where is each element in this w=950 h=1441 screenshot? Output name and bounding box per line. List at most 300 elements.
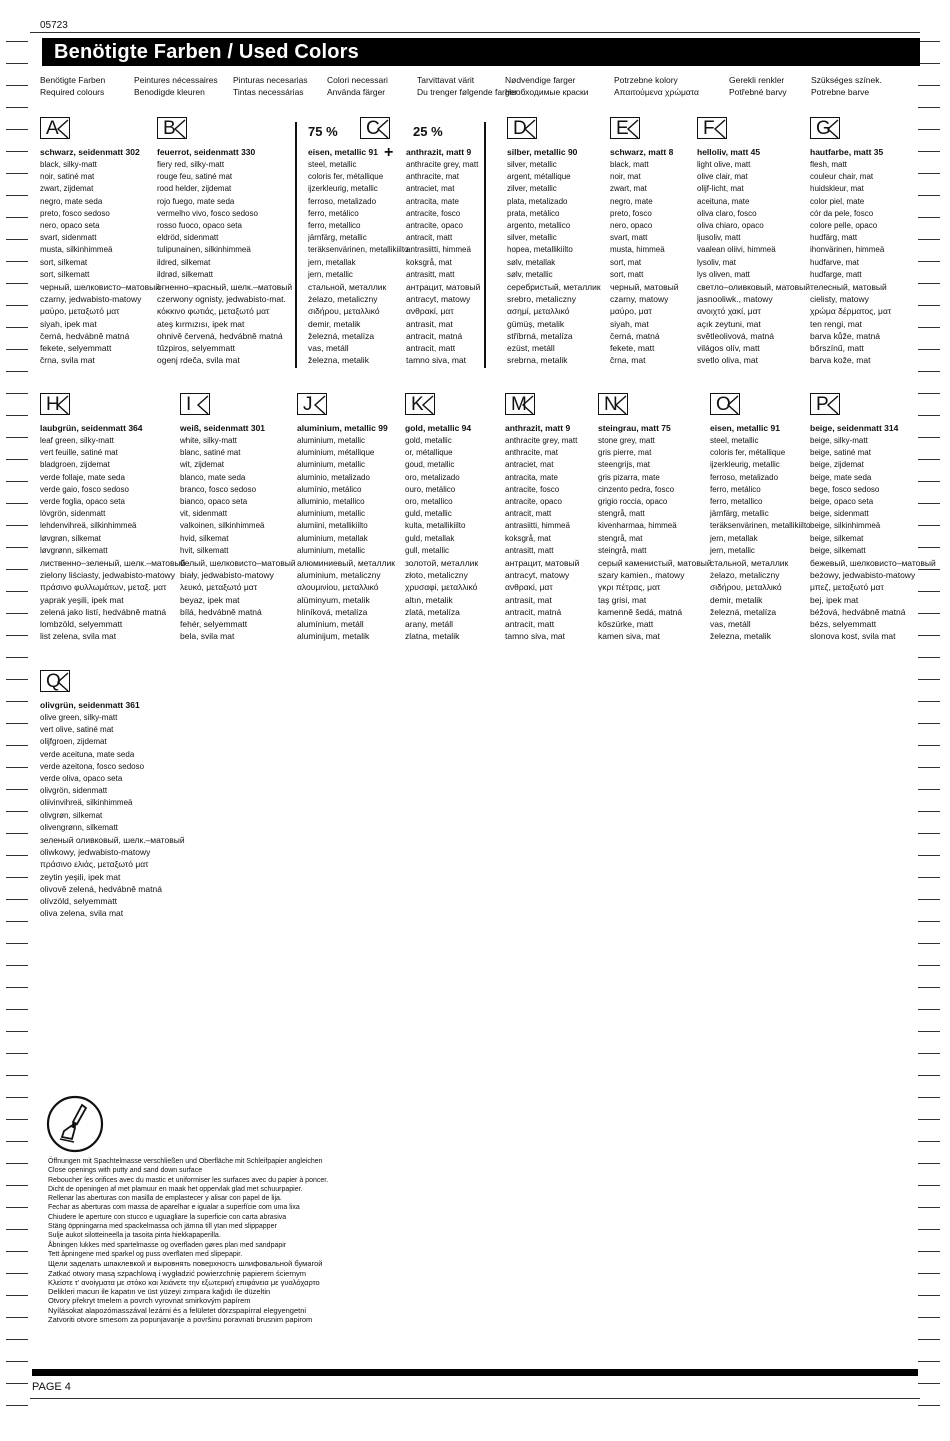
- color-translation: gris pizarra, mate: [598, 472, 660, 482]
- color-reference-box: [157, 117, 187, 139]
- color-translation: verde aceituna, mate seda: [40, 749, 135, 759]
- color-translation: antracyt, matowy: [505, 570, 570, 581]
- color-title: hautfarbe, matt 35: [810, 147, 884, 157]
- margin-tick: [6, 129, 28, 130]
- color-translation: огненно–красный, шелк.–матовый: [157, 282, 293, 293]
- color-letter: O: [716, 394, 731, 415]
- margin-tick: [6, 965, 28, 966]
- color-translation: jasnooliwk., matowy: [697, 294, 773, 305]
- color-translation: aluminium, metallic: [297, 436, 366, 445]
- bottom-rule: [30, 1398, 920, 1399]
- color-translation: vermelho vivo, fosco sedoso: [157, 208, 258, 218]
- margin-tick: [6, 745, 28, 746]
- margin-tick: [6, 195, 28, 196]
- color-letter: B: [163, 118, 176, 139]
- color-translation: olivově zelená, hedvábně matná: [40, 883, 162, 894]
- color-translation: χρυσαφί, μεταλλικό: [405, 582, 478, 593]
- margin-tick: [918, 701, 940, 702]
- language-header-line: Peintures nécessaires: [134, 75, 218, 85]
- margin-tick: [918, 1185, 940, 1186]
- color-translation: alüminyum, metalik: [297, 594, 370, 605]
- color-translation: ogenj rdeča, svila mat: [157, 355, 240, 366]
- color-title: laubgrün, seidenmatt 364: [40, 423, 143, 433]
- color-translation: hudfarge, matt: [810, 269, 862, 279]
- margin-tick: [6, 899, 28, 900]
- color-translation: antracit, matt: [406, 343, 456, 354]
- color-translation: järnfärg, metallic: [710, 509, 769, 519]
- margin-tick: [918, 1317, 940, 1318]
- instruction-line: Nyílásokat alapozómasszával lezárni és a felületet dörzspapírral elegyengetni: [48, 1305, 307, 1315]
- color-translation: zielony liściasty, jedwabisto-matowy: [40, 570, 175, 581]
- color-translation: siyah, ipek mat: [40, 318, 97, 329]
- margin-tick: [918, 261, 940, 262]
- color-translation: stengrå, matt: [598, 509, 645, 519]
- color-reference-box: [598, 393, 628, 415]
- margin-tick: [918, 151, 940, 152]
- color-translation: bőrszínű, matt: [810, 343, 864, 354]
- color-translation: černá, hedvábně matná: [40, 330, 130, 341]
- color-translation: vas, metáll: [308, 343, 349, 354]
- color-translation: barva kůže, matná: [810, 330, 880, 341]
- color-translation: kamen siva, mat: [598, 631, 660, 642]
- margin-tick: [918, 1339, 940, 1340]
- margin-tick: [918, 349, 940, 350]
- color-translation: aluminijum, metalik: [297, 631, 370, 642]
- color-translation: světleolivová, matná: [697, 330, 775, 341]
- color-translation: guld, metallak: [405, 533, 455, 543]
- color-translation: kőszürke, matt: [598, 619, 654, 630]
- color-entry: [406, 145, 480, 366]
- color-translation: beige, sidenmatt: [810, 509, 869, 519]
- margin-tick: [6, 1361, 28, 1362]
- top-rule: [30, 32, 920, 33]
- color-translation: tamno siva, mat: [406, 355, 466, 366]
- color-translation: gris pierre, mat: [598, 448, 652, 458]
- color-entry: [40, 145, 160, 366]
- color-translation: verde follaje, mate seda: [40, 472, 125, 482]
- margin-tick: [6, 173, 28, 174]
- color-translation: antracite, opaco: [406, 221, 463, 231]
- language-header-line: Benodigde kleuren: [134, 87, 205, 97]
- color-translation: antrasiitti, himmeä: [406, 245, 471, 255]
- color-translation: черный, матовый: [610, 282, 679, 293]
- mix-percent-9: 25 %: [413, 124, 443, 139]
- margin-tick: [918, 195, 940, 196]
- left-margin-ticks: [6, 0, 28, 1441]
- color-translation: arany, metáll: [405, 619, 454, 630]
- margin-tick: [6, 525, 28, 526]
- margin-tick: [6, 1075, 28, 1076]
- color-entry: [40, 698, 185, 919]
- color-translation: železná, metalíza: [710, 606, 777, 617]
- color-entry: [40, 421, 185, 642]
- color-translation: μπεζ, μεταξωτό ματ: [810, 582, 884, 593]
- color-translation: svetlo oliva, mat: [697, 355, 758, 366]
- color-translation: huidskleur, mat: [810, 184, 864, 194]
- color-translation: antraciet, mat: [406, 184, 455, 194]
- margin-tick: [918, 657, 940, 658]
- color-title: schwarz, matt 8: [610, 147, 674, 157]
- color-translation: лиственно–зеленый, шелк.–матовый: [40, 558, 186, 569]
- color-translation: järnfärg, metallic: [308, 233, 367, 243]
- margin-tick: [6, 877, 28, 878]
- color-translation: hopea, metallikiilto: [507, 245, 573, 255]
- color-translation: oliivinvihreä, silkinhimmeä: [40, 798, 133, 808]
- language-header-line: Необходимые краски: [505, 87, 589, 97]
- margin-tick: [918, 393, 940, 394]
- margin-tick: [918, 1361, 940, 1362]
- color-translation: tűzpiros, selyemmatt: [157, 343, 235, 354]
- color-translation: antracit, matná: [505, 606, 562, 617]
- mix-bracket-right: [484, 122, 486, 368]
- color-translation: ferroso, metalizado: [308, 196, 377, 206]
- language-header: [233, 74, 308, 98]
- color-translation: srebro, metaliczny: [507, 294, 576, 305]
- color-translation: jern, metallak: [710, 533, 758, 543]
- color-translation: fiery red, silky-matt: [157, 160, 225, 169]
- color-translation: jern, metallak: [308, 257, 356, 267]
- margin-tick: [6, 591, 28, 592]
- color-translation: kamenně šedá, matná: [598, 606, 683, 617]
- color-translation: white, silky-matt: [180, 436, 237, 445]
- margin-tick: [6, 261, 28, 262]
- color-translation: koksgrå, mat: [406, 257, 452, 267]
- color-title: silber, metallic 90: [507, 147, 578, 157]
- color-translation: lys oliven, matt: [697, 269, 750, 279]
- margin-tick: [6, 63, 28, 64]
- color-letter: F: [703, 118, 715, 139]
- color-translation: antrasit, mat: [505, 594, 552, 605]
- instruction-line: Fechar as aberturas com massa de aparelhar e igualar a superfície com uma lixa: [48, 1204, 300, 1212]
- margin-tick: [6, 855, 28, 856]
- color-translation: bege, fosco sedoso: [810, 484, 880, 494]
- language-header: [417, 74, 517, 98]
- margin-tick: [6, 1273, 28, 1274]
- color-translation: steel, metallic: [308, 160, 357, 169]
- instruction-line: Rellenar las aberturas con masilla de emplastecer y alisar con papel de lija.: [48, 1195, 282, 1203]
- color-letter: H: [46, 394, 60, 415]
- page-number: PAGE 4: [32, 1381, 71, 1393]
- color-translation: ihonvärinen, himmeä: [810, 245, 885, 255]
- color-translation: črna, svila mat: [40, 355, 95, 366]
- color-translation: aluminium, metaliczny: [297, 570, 381, 581]
- color-translation: olijf-licht, mat: [697, 184, 744, 194]
- color-reference-box: [507, 117, 537, 139]
- color-translation: κόκκινο φωτιάς, μεταξωτό ματ: [157, 306, 270, 317]
- color-translation: løvgrøn, silkemat: [40, 533, 101, 543]
- color-translation: black, silky-matt: [40, 160, 97, 169]
- color-translation: ildred, silkemat: [157, 257, 211, 267]
- margin-tick: [918, 1251, 940, 1252]
- color-translation: телесный, матовый: [810, 282, 887, 293]
- color-translation: bézs, selyemmatt: [810, 619, 877, 630]
- color-translation: bianco, opaco seta: [180, 497, 248, 507]
- color-translation: ijzerkleurig, metallic: [308, 184, 378, 194]
- color-translation: серый каменистый, матовый: [598, 558, 712, 569]
- color-translation: beige, zijdemat: [810, 460, 864, 470]
- color-translation: zilver, metallic: [507, 184, 557, 194]
- color-translation: oliva claro, fosco: [697, 208, 757, 218]
- color-translation: argent, métallique: [507, 172, 571, 182]
- color-letter: N: [604, 394, 618, 415]
- margin-tick: [918, 679, 940, 680]
- color-translation: steingrå, matt: [598, 545, 647, 555]
- color-translation: železna, metalik: [308, 355, 369, 366]
- color-letter: E: [616, 118, 629, 139]
- color-title: steingrau, matt 75: [598, 423, 671, 433]
- margin-tick: [6, 1339, 28, 1340]
- color-translation: αλουμινίου, μεταλλικό: [297, 582, 379, 593]
- color-translation: kulta, metallikiilto: [405, 521, 466, 531]
- margin-tick: [918, 415, 940, 416]
- color-title: feuerrot, seidenmatt 330: [157, 147, 256, 157]
- margin-tick: [6, 1317, 28, 1318]
- color-translation: ten rengi, mat: [810, 318, 862, 329]
- margin-tick: [6, 1207, 28, 1208]
- margin-tick: [6, 679, 28, 680]
- color-translation: lombzöld, selyemmatt: [40, 619, 123, 630]
- color-translation: oliwkowy, jedwabisto-matowy: [40, 847, 151, 858]
- color-title: beige, seidenmatt 314: [810, 423, 899, 433]
- color-entry: [180, 421, 296, 642]
- color-translation: ateş kırmızısı, ipek mat: [157, 318, 245, 329]
- margin-tick: [6, 1163, 28, 1164]
- color-translation: antrasitt, matt: [505, 545, 554, 555]
- color-translation: czarny, matowy: [610, 294, 669, 305]
- color-reference-box: [40, 393, 70, 415]
- margin-tick: [918, 833, 940, 834]
- color-translation: oro, metalizado: [405, 472, 460, 482]
- margin-tick: [6, 503, 28, 504]
- color-translation: zelená jako listí, hedvábně matná: [40, 606, 167, 617]
- color-translation: černá, matná: [610, 330, 660, 341]
- color-translation: beige, silkinhimmeä: [810, 521, 881, 531]
- margin-tick: [6, 1383, 28, 1384]
- instruction-line: Åbningen lukkes med spartelmasse og overfladen gøres plan med sandpapir: [48, 1241, 287, 1249]
- color-translation: светло–оливковый, матовый: [697, 282, 811, 293]
- color-translation: μαύρο, ματ: [610, 306, 652, 317]
- color-title: anthrazit, matt 9: [505, 423, 571, 433]
- color-title: gold, metallic 94: [405, 423, 472, 433]
- color-translation: sølv, metallak: [507, 257, 556, 267]
- color-translation: verde gaio, fosco sedoso: [40, 484, 129, 494]
- color-translation: antracite, opaco: [505, 497, 562, 507]
- margin-tick: [6, 1009, 28, 1010]
- margin-tick: [918, 855, 940, 856]
- color-translation: ανθρακί, ματ: [406, 306, 454, 317]
- color-letter: Q: [46, 671, 61, 692]
- margin-tick: [6, 833, 28, 834]
- color-translation: flesh, matt: [810, 160, 847, 169]
- color-translation: olivgrøn, silkemat: [40, 810, 103, 820]
- mix-percent-c: 75 %: [308, 124, 338, 139]
- margin-tick: [6, 1405, 28, 1406]
- color-translation: ljusoliv, matt: [697, 233, 741, 243]
- color-translation: aceituna, mate: [697, 196, 750, 206]
- color-translation: bela, svila mat: [180, 631, 235, 642]
- color-translation: μαύρο, μεταξωτό ματ: [40, 306, 120, 317]
- color-translation: antracit, matná: [406, 330, 463, 341]
- color-translation: light olive, matt: [697, 160, 751, 169]
- color-translation: gümüş, metalik: [507, 318, 565, 329]
- instruction-line: Öffnungen mit Spachtelmasse verschließen und Oberfläche mit Schleifpapier angleichen: [48, 1158, 323, 1165]
- margin-tick: [918, 63, 940, 64]
- mix-bracket-left: [295, 122, 297, 368]
- language-header: [327, 74, 388, 98]
- margin-tick: [918, 371, 940, 372]
- instruction-line: Close openings with putty and sand down surface: [48, 1167, 203, 1175]
- margin-tick: [6, 1097, 28, 1098]
- margin-tick: [6, 481, 28, 482]
- color-translation: beyaz, ipek mat: [180, 594, 240, 605]
- color-translation: ildrød, silkematt: [157, 269, 214, 279]
- color-entry: [810, 421, 936, 642]
- color-title: olivgrün, seidenmatt 361: [40, 700, 140, 710]
- color-translation: antrasitt, matt: [406, 269, 455, 279]
- color-translation: anthracite grey, matt: [406, 160, 479, 169]
- color-translation: sølv, metallic: [507, 269, 553, 279]
- color-translation: coloris fer, métallique: [308, 172, 384, 182]
- color-translation: oliva chiaro, opaco: [697, 221, 764, 231]
- color-translation: antracita, mate: [505, 472, 558, 482]
- color-translation: black, matt: [610, 160, 649, 169]
- color-translation: стальной, металлик: [710, 558, 789, 569]
- color-translation: зеленый оливковый, шелк.–матовый: [40, 835, 185, 846]
- color-translation: hvit, silkematt: [180, 545, 229, 555]
- color-translation: cinzento pedra, fosco: [598, 484, 675, 494]
- color-translation: olívzöld, selyemmatt: [40, 896, 117, 907]
- color-translation: aluminium, métallique: [297, 448, 375, 458]
- color-translation: белый, шелковисто–матовый: [180, 558, 296, 569]
- language-header-line: Nødvendige farger: [505, 75, 576, 85]
- color-translation: antracit, matt: [406, 233, 453, 243]
- color-translation: demir, metalik: [308, 318, 361, 329]
- color-translation: siyah, mat: [610, 318, 649, 329]
- color-translation: aluminio, metalizado: [297, 472, 370, 482]
- margin-tick: [6, 921, 28, 922]
- language-header: [729, 74, 787, 98]
- margin-tick: [6, 415, 28, 416]
- instruction-line: Zatkać otwory masą szpachlową i wygładzić powierzchnię papierem ściernym: [48, 1268, 307, 1278]
- color-translation: gull, metallic: [405, 545, 450, 555]
- footer-bar: [32, 1369, 918, 1376]
- color-translation: srebrna, metalik: [507, 355, 568, 366]
- margin-tick: [6, 1251, 28, 1252]
- color-translation: barva kože, mat: [810, 355, 871, 366]
- margin-tick: [6, 107, 28, 108]
- color-translation: silver, metallic: [507, 233, 557, 243]
- color-entry: [308, 145, 409, 366]
- margin-tick: [6, 327, 28, 328]
- margin-tick: [6, 459, 28, 460]
- color-translation: oliva zelena, svila mat: [40, 908, 124, 919]
- color-translation: branco, fosco sedoso: [180, 484, 257, 494]
- color-translation: beige, silkematt: [810, 545, 866, 555]
- color-title: anthrazit, matt 9: [406, 147, 472, 157]
- color-translation: alumínium, metáll: [297, 619, 364, 630]
- margin-tick: [918, 1273, 940, 1274]
- color-translation: ijzerkleurig, metallic: [710, 460, 780, 470]
- language-header-line: Required colours: [40, 87, 105, 97]
- color-reference-box: [610, 117, 640, 139]
- color-translation: colore pelle, opaco: [810, 221, 878, 231]
- margin-tick: [918, 129, 940, 130]
- margin-tick: [918, 239, 940, 240]
- color-reference-box: [297, 393, 327, 415]
- margin-tick: [918, 217, 940, 218]
- language-header: [40, 74, 105, 98]
- color-translation: antracyt, matowy: [406, 294, 471, 305]
- instruction-line: Tett åpningene med sparkel og puss overflaten med slipepapir.: [48, 1250, 243, 1258]
- color-translation: antrasit, mat: [406, 318, 453, 329]
- color-letter: M: [511, 394, 527, 415]
- color-entry: [297, 421, 395, 642]
- color-translation: lövgrön, sidenmatt: [40, 509, 106, 519]
- color-translation: anthracite, mat: [406, 172, 459, 182]
- margin-tick: [6, 1119, 28, 1120]
- color-reference-box: [710, 393, 740, 415]
- color-translation: ανοιχτό χακί, ματ: [697, 306, 761, 317]
- margin-tick: [918, 811, 940, 812]
- color-translation: γκρι πέτρας, ματ: [598, 582, 661, 593]
- color-translation: πράσινο φυλλωμάτων, μεταξ. ματ: [40, 582, 167, 593]
- color-letter: C: [366, 118, 380, 139]
- color-translation: антрацит, матовый: [406, 282, 481, 293]
- color-translation: hudfarve, mat: [810, 257, 859, 267]
- margin-tick: [918, 107, 940, 108]
- color-translation: ανθρακί, ματ: [505, 582, 553, 593]
- margin-tick: [6, 987, 28, 988]
- color-translation: hudfärg, matt: [810, 233, 858, 243]
- page-code: 05723: [40, 20, 68, 31]
- instruction-line: Κλείστε τ' ανοίγματα με στόκο και λειάνετε την εξωτερική επιφάνεια με γυαλόχαρτο: [48, 1277, 320, 1287]
- color-translation: stříbrná, metalíza: [507, 330, 573, 341]
- color-title: aluminium, metallic 99: [297, 423, 388, 433]
- color-translation: béžová, hedvábně matná: [810, 606, 906, 617]
- margin-tick: [6, 943, 28, 944]
- color-translation: antraciet, mat: [505, 460, 554, 470]
- margin-tick: [918, 965, 940, 966]
- margin-tick: [918, 327, 940, 328]
- margin-tick: [6, 1295, 28, 1296]
- color-translation: coloris fer, métallique: [710, 448, 786, 458]
- color-translation: gold, metallic: [405, 436, 452, 445]
- margin-tick: [918, 1295, 940, 1296]
- margin-tick: [918, 1009, 940, 1010]
- margin-tick: [6, 635, 28, 636]
- color-translation: tulipunainen, silkinhimmeä: [157, 245, 251, 255]
- color-translation: lehdenvihreä, silkinhimmeä: [40, 521, 137, 531]
- margin-tick: [918, 1141, 940, 1142]
- margin-tick: [6, 657, 28, 658]
- margin-tick: [6, 723, 28, 724]
- color-translation: rood helder, zijdemat: [157, 184, 232, 194]
- color-translation: antracit, matt: [505, 509, 552, 519]
- margin-tick: [6, 569, 28, 570]
- color-translation: tamno siva, mat: [505, 631, 565, 642]
- margin-tick: [6, 393, 28, 394]
- color-translation: ασημί, μεταλλικό: [507, 306, 570, 317]
- color-translation: zeytin yeşili, ipek mat: [40, 871, 121, 882]
- color-entry: [507, 145, 601, 366]
- color-translation: hvid, silkemat: [180, 533, 229, 543]
- margin-tick: [918, 1053, 940, 1054]
- color-translation: olijfgroen, zijdemat: [40, 737, 107, 747]
- color-translation: oro, metallico: [405, 497, 453, 507]
- margin-tick: [918, 745, 940, 746]
- color-translation: or, métallique: [405, 448, 453, 458]
- margin-tick: [918, 1207, 940, 1208]
